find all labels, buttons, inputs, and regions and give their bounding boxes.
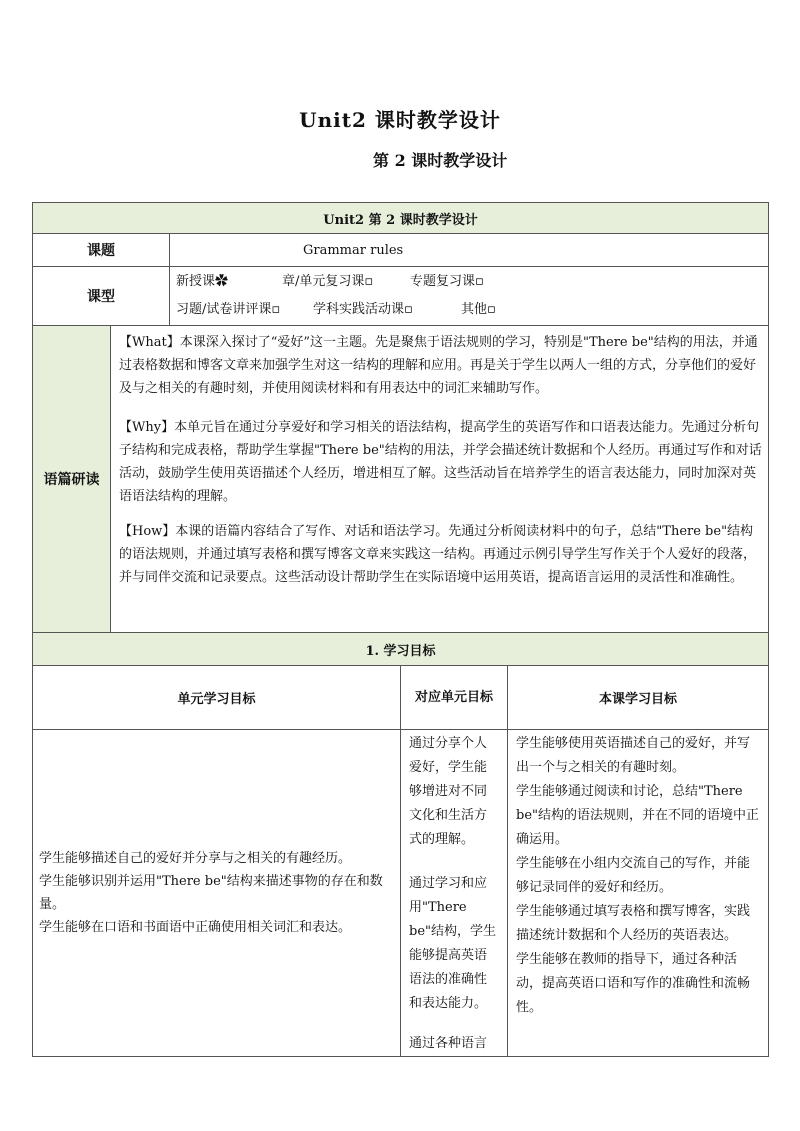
lesson-goal-5: 学生能够在教师的指导下，通过各种活动，提高英语口语和写作的准确性和流畅性。 bbox=[516, 952, 751, 1015]
unit-goal-3: 学生能够在口语和书面语中正确使用相关词汇和表达。 bbox=[39, 920, 352, 935]
topic-value-cell bbox=[170, 234, 769, 267]
course-type-row-2 bbox=[176, 296, 768, 324]
corresponding-goal-2: 通过学习和应用"There be"结构，学生能够提高英语语法的准确性和表达能力。 bbox=[409, 876, 496, 1011]
course-type-row-1 bbox=[176, 268, 768, 296]
unit-goals-cell bbox=[33, 730, 401, 1057]
course-type-topic-review: 专题复习课▫ bbox=[410, 274, 484, 289]
document-subtitle: 第 2 课时教学设计 bbox=[373, 151, 508, 170]
analysis-what: 【What】本课深入探讨了“爱好”这一主题。先是聚焦于语法规则的学习，特别是"There be"结构的用法，并通过表格数据和博客文章来加强学生对这一结构的理解和应用。再是关于学生以两人一组的方式，分享他们的爱好及与之相关的有趣时刻，并使用阅读材料和有用表达中的词汇来辅助写作。 bbox=[119, 335, 758, 396]
course-type-unit-review: 章/单元复习课▫ bbox=[282, 274, 374, 289]
lesson-design-table bbox=[32, 202, 769, 1057]
lesson-goals-cell bbox=[508, 730, 769, 1057]
learning-goals-header: 1. 学习目标 bbox=[33, 633, 769, 666]
lesson-goal-2: 学生能够通过阅读和讨论，总结"There be"结构的语法规则，并在不同的语境中正确运用。 bbox=[516, 784, 759, 847]
course-type-label: 课型 bbox=[33, 267, 170, 326]
lesson-goal-1: 学生能够使用英语描述自己的爱好，并写出一个与之相关的有趣时刻。 bbox=[516, 736, 751, 775]
corresponding-goals-heading-text: 对应单元目标 bbox=[414, 689, 493, 705]
topic-value: Grammar rules bbox=[303, 242, 404, 258]
course-type-new: 新授课✿ bbox=[176, 274, 229, 289]
unit-goal-2: 学生能够识别并运用"There be"结构来描述事物的存在和数量。 bbox=[39, 874, 383, 912]
course-type-exercise: 习题/试卷讲评课▫ bbox=[176, 302, 281, 317]
course-type-options bbox=[170, 267, 769, 326]
analysis-why: 【Why】本单元旨在通过分享爱好和学习相关的语法结构，提高学生的英语写作和口语表达能力。先通过分析句子结构和完成表格，帮助学生掌握"There be"结构的用法，并学会描述统计数据和个人经历。再通过写作和对话活动，鼓励学生使用英语描述个人经历，增进相互了解。这些活动旨在培养学生的语言表达能力，同时加深对英语语法结构的理解。 bbox=[119, 420, 762, 504]
unit-goals-heading: 单元学习目标 bbox=[33, 666, 401, 730]
document-title: Unit2 课时教学设计 bbox=[299, 108, 501, 132]
unit-goal-1: 学生能够描述自己的爱好并分享与之相关的有趣经历。 bbox=[39, 851, 352, 866]
table-header: Unit2 第 2 课时教学设计 bbox=[33, 203, 769, 234]
corresponding-goals-heading bbox=[401, 666, 508, 730]
course-type-other: 其他▫ bbox=[461, 302, 496, 317]
text-analysis-content bbox=[111, 326, 769, 633]
analysis-how: 【How】本课的语篇内容结合了写作、对话和语法学习。先通过分析阅读材料中的句子，总结"There be"结构的语法规则，并通过填写表格和撰写博客文章来实践这一结构。再通过示例引导学生写作关于个人爱好的段落，并与同伴交流和记录要点。这些活动设计帮助学生在实际语境中运用英语，提高语言运用的灵活性和准确性。 bbox=[119, 524, 757, 585]
corresponding-goal-3: 通过各种语言 bbox=[409, 1036, 488, 1051]
lesson-goal-4: 学生能够通过填写表格和撰写博客，实践描述统计数据和个人经历的英语表达。 bbox=[516, 904, 751, 943]
course-type-practice: 学科实践活动课▫ bbox=[313, 302, 413, 317]
corresponding-goals-cell bbox=[401, 730, 508, 1057]
lesson-goals-heading: 本课学习目标 bbox=[508, 666, 769, 730]
corresponding-goal-1: 通过分享个人爱好，学生能够增进对不同文化和生活方式的理解。 bbox=[409, 736, 488, 847]
topic-label: 课题 bbox=[33, 234, 170, 267]
lesson-goal-3: 学生能够在小组内交流自己的写作，并能够记录同伴的爱好和经历。 bbox=[516, 856, 751, 895]
text-analysis-label: 语篇研读 bbox=[33, 326, 111, 633]
